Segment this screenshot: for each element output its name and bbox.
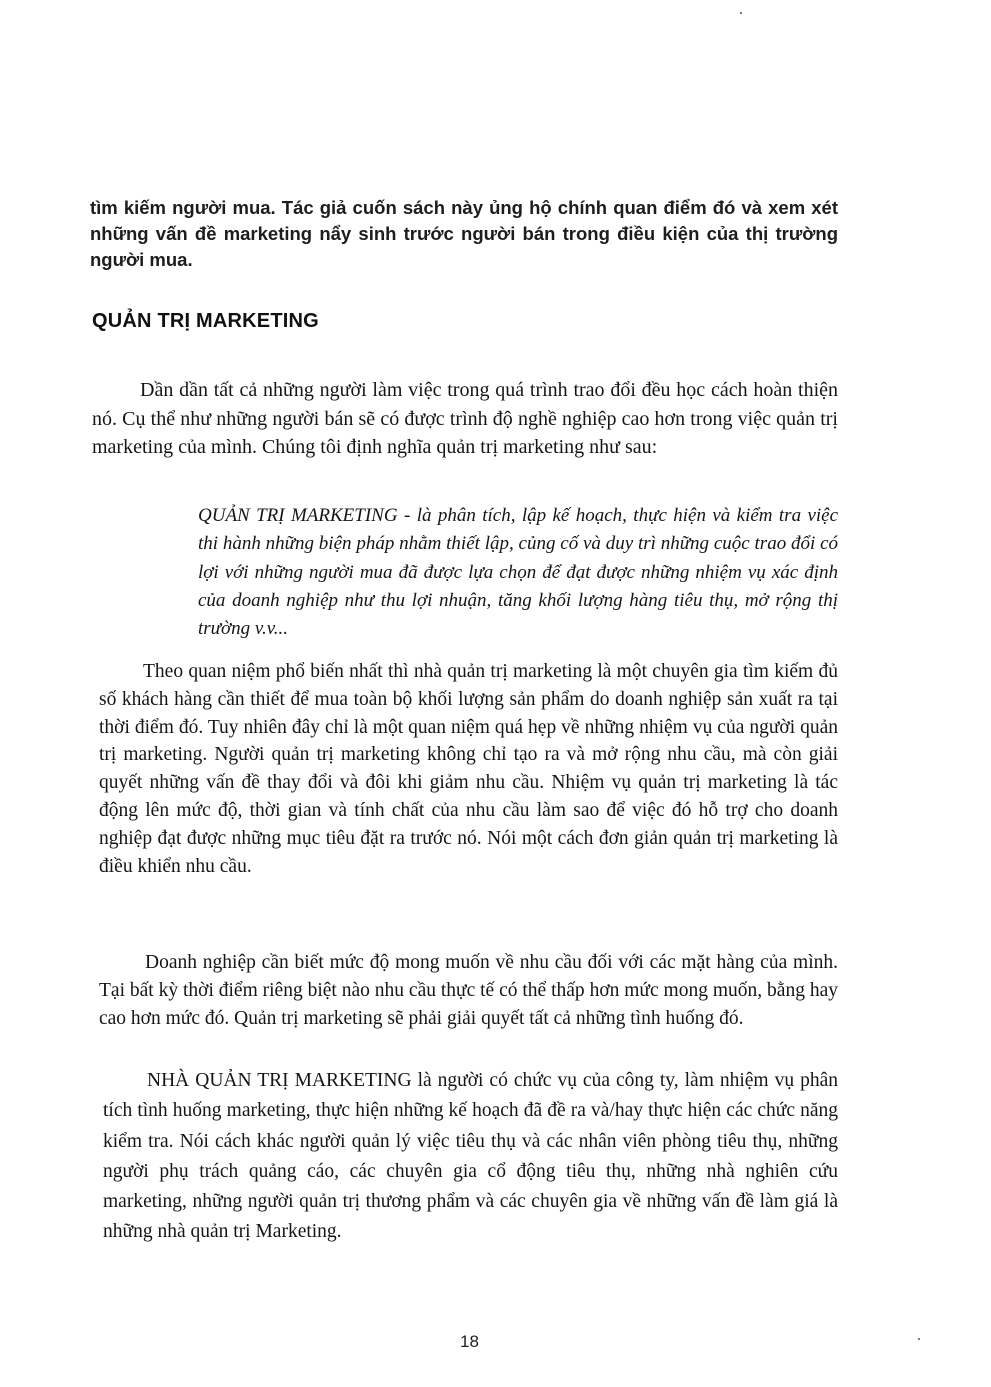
definition-block: [198, 502, 838, 643]
body-paragraph-4: NHÀ QUẢN TRỊ MARKETING là người có chức vụ của công ty, làm nhiệm vụ phân tích tình huống marketing, thực hiện những kế hoạch đã đề ra và/hay thực hiện các chức năng kiểm tra. Nói cách khác người quản lý việc tiêu thụ và các nhân viên phòng tiêu thụ, những người phụ trách quảng cáo, các chuyên gia cổ động tiêu thụ, những nhà nghiên cứu marketing, những người quản trị thương phẩm và các chuyên gia về những vấn đề làm giá là những nhà quản trị Marketing.: [103, 1070, 838, 1243]
section-heading: QUẢN TRỊ MARKETING: [92, 310, 319, 332]
page-number: 18: [460, 1332, 479, 1351]
definition-separator: -: [397, 505, 417, 526]
intro-paragraph: tìm kiếm người mua. Tác giả cuốn sách này ủng hộ chính quan điểm đó và xem xét những vấn đề marketing nẩy sinh trước người bán trong điều kiện của thị trường người mua.: [90, 197, 838, 270]
scan-speck: [740, 12, 742, 14]
body-paragraph-1: Dần dần tất cả những người làm việc trong quá trình trao đổi đều học cách hoàn thiện nó. Cụ thể như những người bán sẽ có được trình độ nghề nghiệp cao hơn trong việc quản trị marketing của mình. Chúng tôi định nghĩa quản trị marketing như sau:: [92, 379, 838, 458]
body-paragraph-2: Theo quan niệm phổ biến nhất thì nhà quản trị marketing là một chuyên gia tìm kiếm đủ số khách hàng cần thiết để mua toàn bộ khối lượng sản phẩm do doanh nghiệp sản xuất ra tại thời điểm đó. Tuy nhiên đây chỉ là một quan niệm quá hẹp về những nhiệm vụ của người quản trị marketing. Người quản trị marketing không chỉ tạo ra và mở rộng nhu cầu, mà còn giải quyết những vấn đề thay đổi và đôi khi giảm nhu cầu. Nhiệm vụ quản trị marketing là tác động lên mức độ, thời gian và tính chất của nhu cầu làm sao để việc đó hỗ trợ cho doanh nghiệp đạt được những mục tiêu đặt ra trước nó. Nói một cách đơn giản quản trị marketing là điều khiển nhu cầu.: [99, 661, 838, 877]
definition-term: QUẢN TRỊ MARKETING: [198, 505, 398, 526]
definition-body: là phân tích, lập kế hoạch, thực hiện và kiểm tra việc thi hành những biện pháp nhằm thiết lập, củng cố và duy trì những cuộc trao đổi có lợi với những người mua đã được lựa chọn để đạt được những nhiệm vụ xác định của doanh nghiệp như thu lợi nhuận, tăng khối lượng hàng tiêu thụ, mở rộng thị trường v.v...: [198, 505, 839, 640]
scan-speck: [918, 1338, 920, 1340]
body-paragraph-3: Doanh nghiệp cần biết mức độ mong muốn về nhu cầu đối với các mặt hàng của mình. Tại bất kỳ thời điểm riêng biệt nào nhu cầu thực tế có thể thấp hơn mức mong muốn, bằng hay cao hơn mức đó. Quản trị marketing sẽ phải giải quyết tất cả những tình huống đó.: [99, 952, 838, 1029]
